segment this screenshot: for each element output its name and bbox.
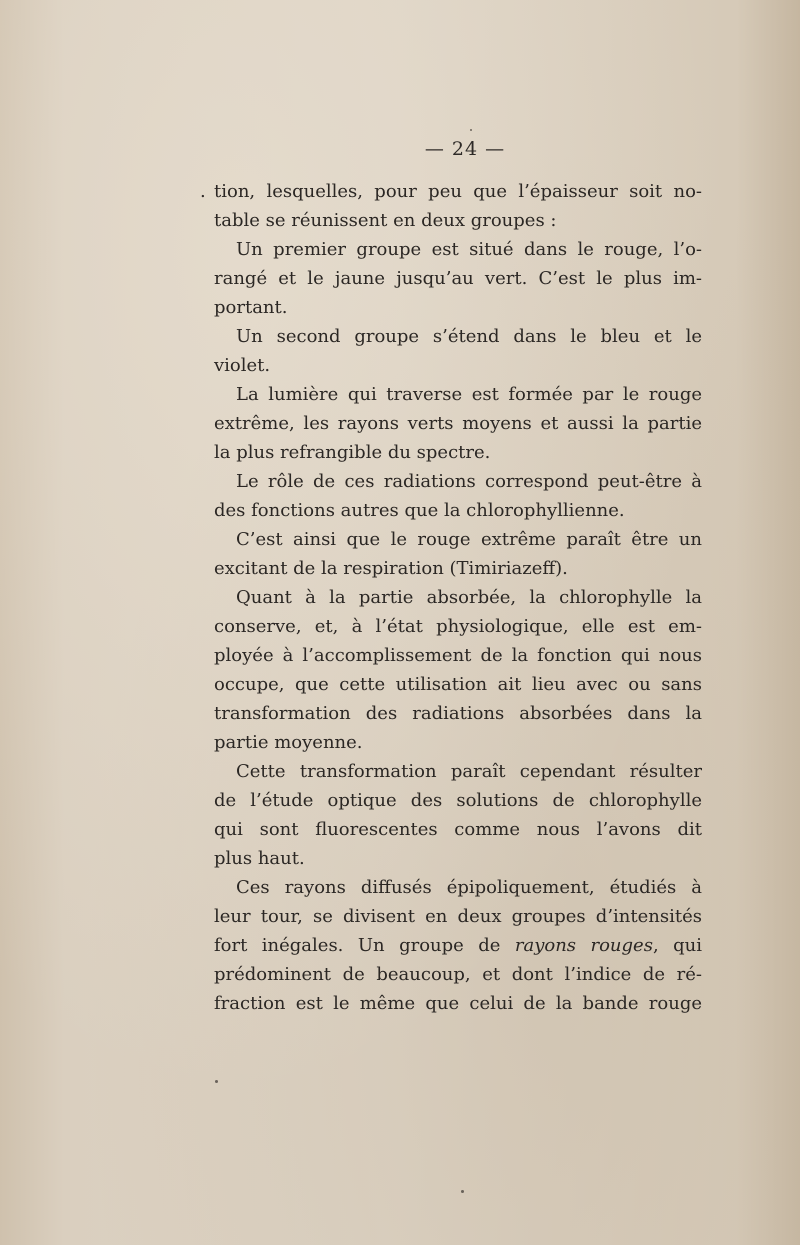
text-line-content: plus haut. xyxy=(214,848,305,869)
text-line-content: table se réunissent en deux groupes : xyxy=(214,210,557,231)
text-line xyxy=(214,902,702,931)
text-line xyxy=(214,815,702,844)
text-line-content: rangé et le jaune jusqu’au vert. C’est le plus im- xyxy=(214,268,702,289)
stray-mark: . xyxy=(200,181,206,202)
text-line xyxy=(214,757,702,786)
text-line-content: Cette transformation paraît cependant résulter xyxy=(236,761,702,782)
text-line-content: la plus refrangible du spectre. xyxy=(214,442,491,463)
text-line-content: portant. xyxy=(214,297,288,318)
text-line xyxy=(214,380,702,409)
paper-speck xyxy=(461,1190,464,1193)
text-line xyxy=(214,728,702,757)
text-line-content: prédominent de beaucoup, et dont l’indice de ré- xyxy=(214,964,702,985)
text-line xyxy=(214,467,702,496)
text-line xyxy=(214,583,702,612)
text-line-content: C’est ainsi que le rouge extrême paraît être un xyxy=(236,529,702,550)
text-line-content: extrême, les rayons verts moyens et aussi la partie xyxy=(214,413,702,434)
text-line xyxy=(214,438,702,467)
text-line xyxy=(214,496,702,525)
text-line xyxy=(214,786,702,815)
text-line-content: Ces rayons diffusés épipoliquement, étudiés à xyxy=(236,877,702,898)
text-line-content: Un second groupe s’étend dans le bleu et le xyxy=(236,326,702,347)
text-line xyxy=(214,235,702,264)
text-line-content: violet. xyxy=(214,355,271,376)
text-line xyxy=(214,525,702,554)
text-line xyxy=(214,293,702,322)
text-lines-bottom xyxy=(214,960,702,1018)
text-line-content: partie moyenne. xyxy=(214,732,363,753)
text-line-content: qui sont fluorescentes comme nous l’avons dit xyxy=(214,819,702,840)
text-line-content: occupe, que cette utilisation ait lieu avec ou sans xyxy=(214,674,702,695)
text-line xyxy=(214,351,702,380)
text-line-content: fraction est le même que celui de la bande rouge xyxy=(214,993,702,1014)
text-segment: , qui xyxy=(652,935,702,956)
text-line-content: Le rôle de ces radiations correspond peut-être à xyxy=(236,471,702,492)
text-lines-top xyxy=(200,177,702,931)
text-line-content: Un premier groupe est situé dans le rouge, l’o- xyxy=(236,239,702,260)
paper-speck xyxy=(215,1080,218,1083)
text-line xyxy=(214,670,702,699)
text-line-content: tion, lesquelles, pour peu que l’épaisseur soit no- xyxy=(214,181,702,202)
text-line xyxy=(214,960,702,989)
text-line xyxy=(214,989,702,1018)
text-segment: fort inégales. Un groupe de xyxy=(214,935,515,956)
text-line xyxy=(200,177,702,206)
text-line-content: leur tour, se divisent en deux groupes d’intensités xyxy=(214,906,702,927)
text-line-italic xyxy=(214,931,702,960)
text-line-content: conserve, et, à l’état physiologique, elle est em- xyxy=(214,616,702,637)
text-line-content: de l’étude optique des solutions de chlorophylle xyxy=(214,790,702,811)
text-line xyxy=(214,206,702,235)
text-line xyxy=(214,554,702,583)
text-line xyxy=(214,699,702,728)
text-line-content: excitant de la respiration (Timiriazeff). xyxy=(214,558,568,579)
page-number: — 24 — xyxy=(424,138,506,160)
italic-phrase: rayons rouges xyxy=(514,935,653,956)
text-line xyxy=(214,322,702,351)
text-line xyxy=(214,409,702,438)
text-line xyxy=(214,264,702,293)
body-text xyxy=(200,177,702,1018)
text-line-content: La lumière qui traverse est formée par le rouge xyxy=(236,384,702,405)
text-line-content: transformation des radiations absorbées dans la xyxy=(214,703,702,724)
text-line-content: Quant à la partie absorbée, la chlorophylle la xyxy=(236,587,702,608)
text-line-content: ployée à l’accomplissement de la fonction qui nous xyxy=(214,645,702,666)
text-line xyxy=(214,612,702,641)
text-line xyxy=(214,873,702,902)
text-line xyxy=(214,844,702,873)
text-line xyxy=(214,641,702,670)
text-line-content: des fonctions autres que la chlorophyllienne. xyxy=(214,500,625,521)
paper-speck xyxy=(470,129,472,131)
